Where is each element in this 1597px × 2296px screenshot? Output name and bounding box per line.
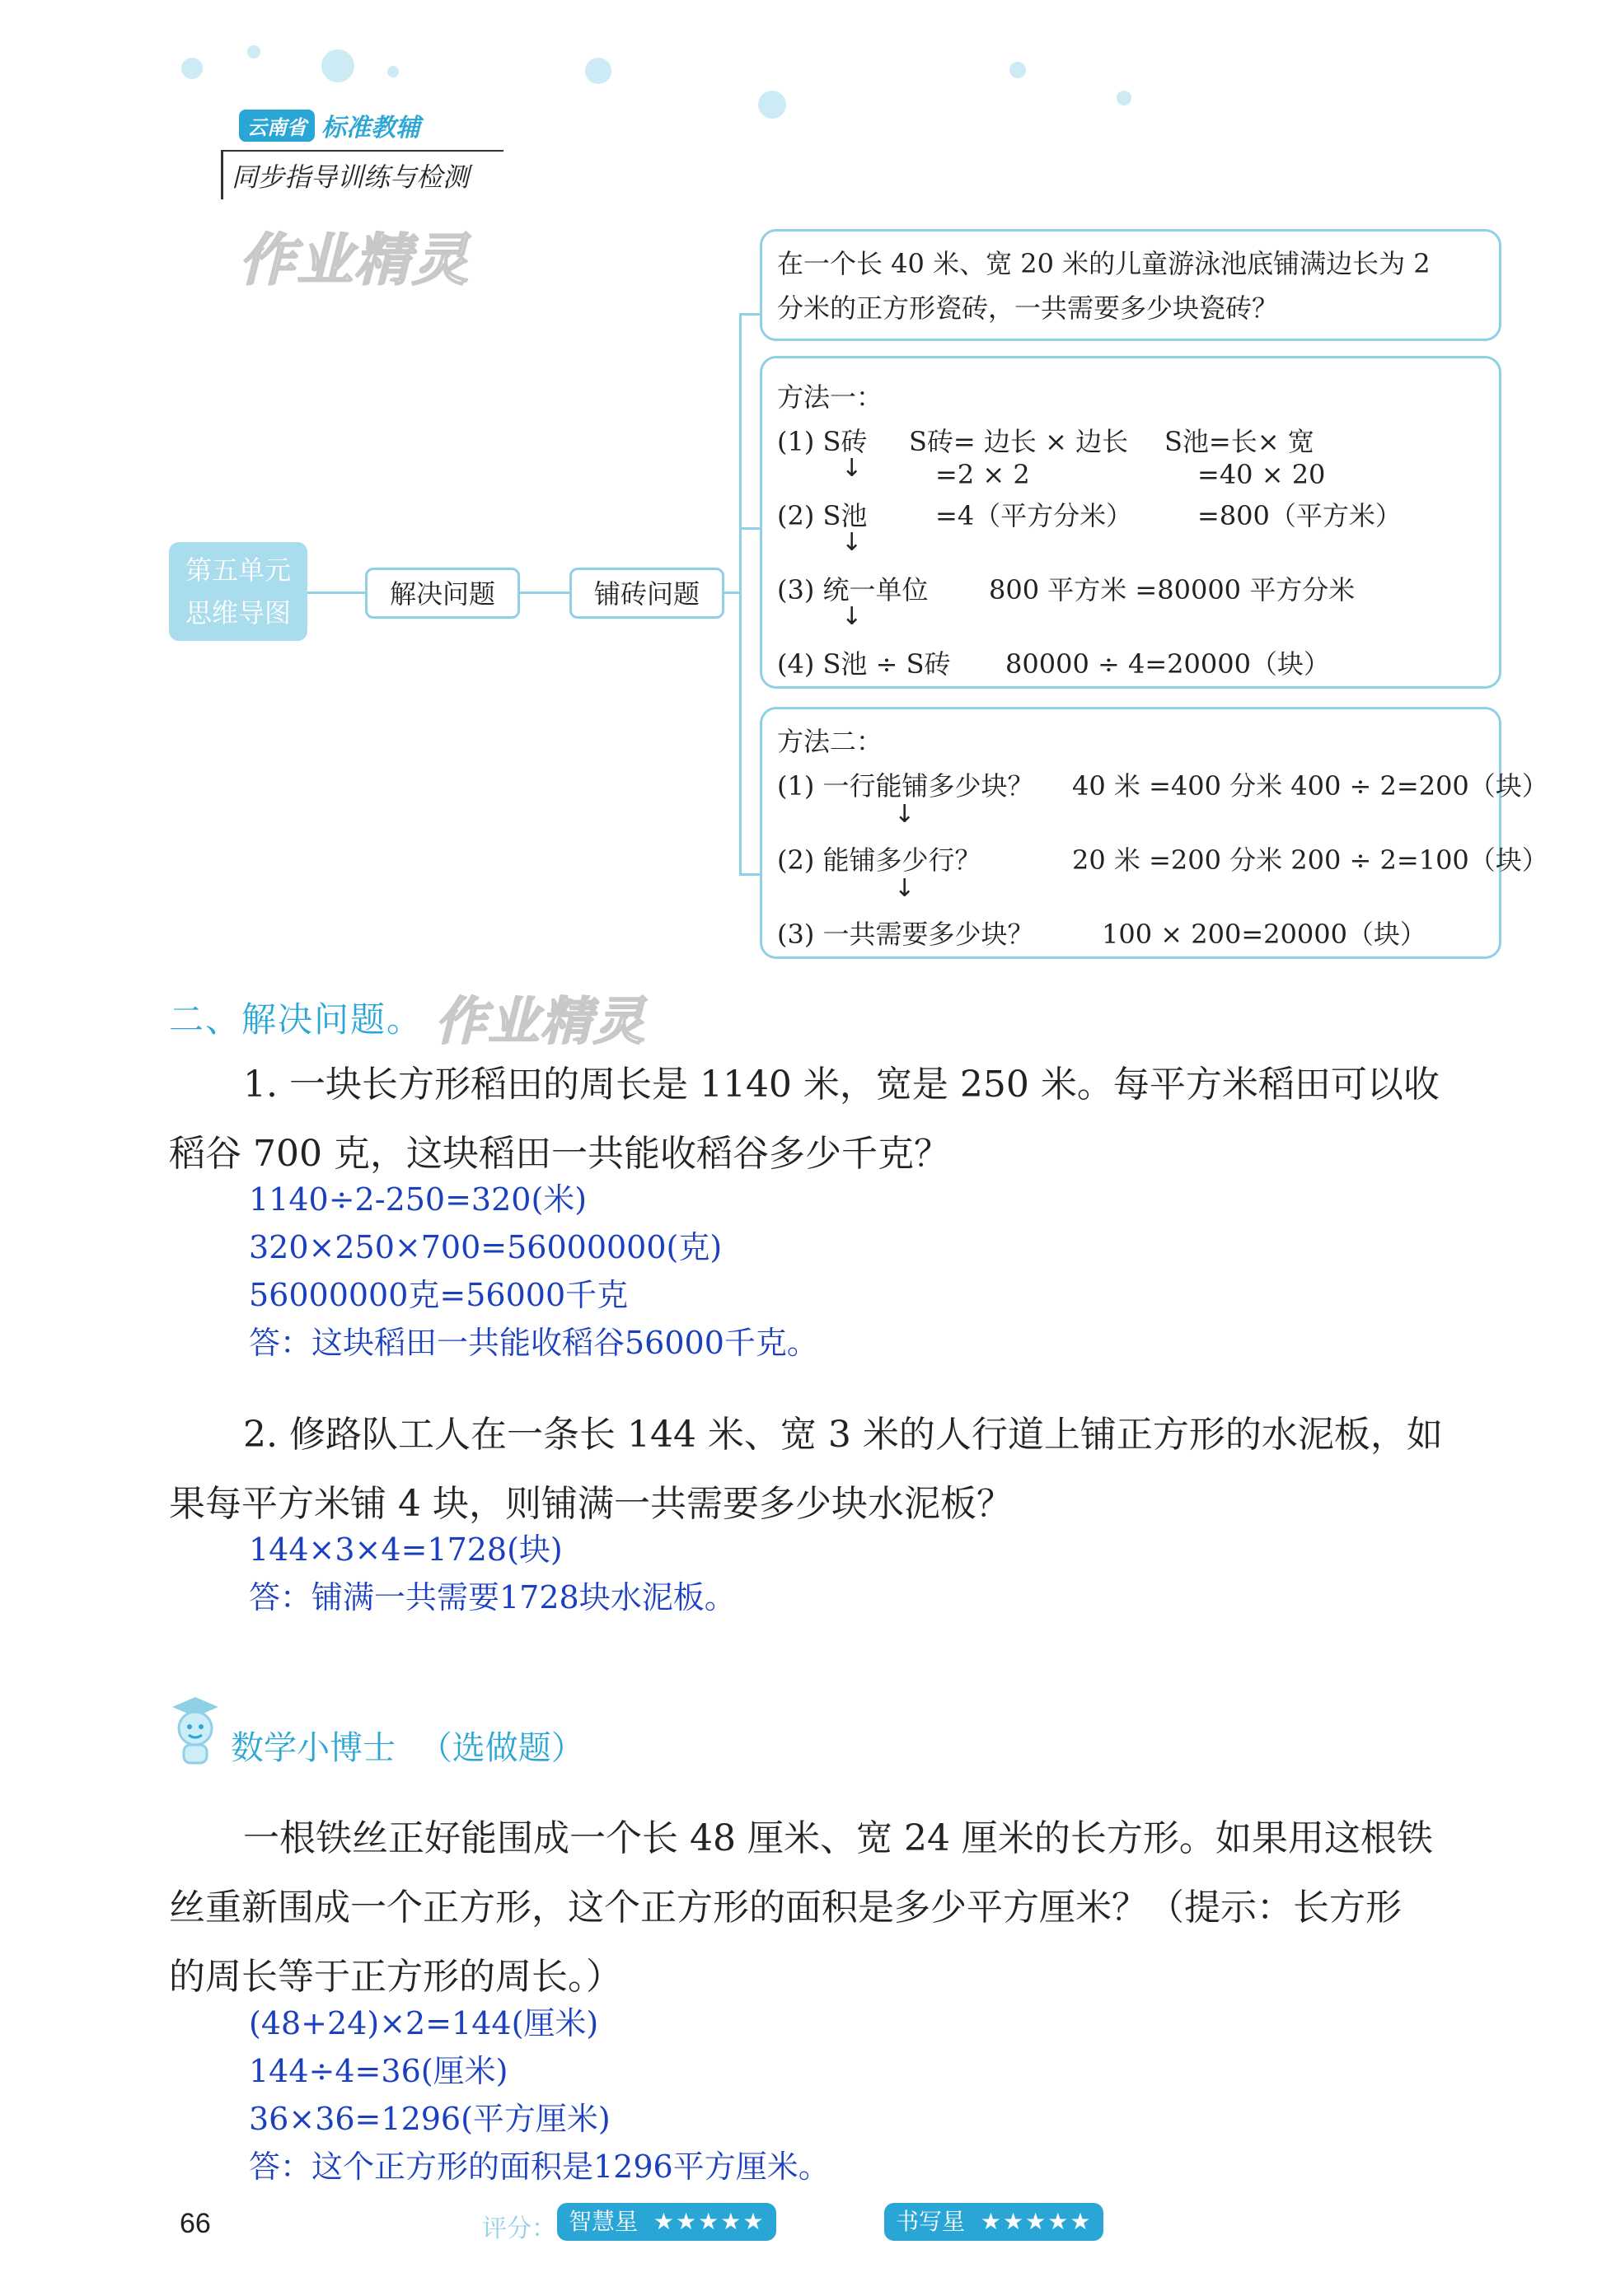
method2-step3: (3) 一共需要多少块？ <box>777 919 1034 950</box>
unit-label-line1: 第五单元 <box>185 554 291 586</box>
method1-tile-calc2: =4（平方分米） <box>935 500 1133 531</box>
answer-line: 144÷4=36(厘米) <box>249 2053 508 2089</box>
bonus-question <box>169 1804 1504 2012</box>
method1-step1: (1) S砖 <box>777 426 868 457</box>
score-label: 评分： <box>482 2214 556 2243</box>
answer-line: (48+24)×2=144(厘米) <box>249 2005 599 2041</box>
method1-step3-text: 800 平方米 =80000 平方分米 <box>989 574 1356 606</box>
question-1-line2: 稻谷 700 克，这块稻田一共能收稻谷多少千克？ <box>169 1133 950 1175</box>
method1-pool-formula: S池=长× 宽 <box>1164 426 1314 457</box>
decor-bubble <box>387 66 399 77</box>
method1-step4-text: 80000 ÷ 4=20000（块） <box>1005 648 1330 680</box>
unit-label <box>169 542 307 641</box>
watermark-top: 作业精灵 <box>239 228 471 293</box>
down-arrow-icon: ↓ <box>841 602 863 631</box>
connector <box>739 873 760 876</box>
doctor-mascot-icon <box>169 1695 222 1765</box>
method1-tile-formula: S砖= 边长 × 边长 <box>909 426 1129 457</box>
method1-step4: (4) S池 ÷ S砖 <box>777 648 951 680</box>
decor-bubble <box>181 58 203 79</box>
method1-step3: (3) 统一单位 <box>777 574 929 606</box>
connector <box>724 592 739 594</box>
wisdom-star-rating <box>557 2203 776 2241</box>
answer-line: 56000000克=56000千克 <box>249 1277 629 1313</box>
question-1-line1: 1. 一块长方形稻田的周长是 1140 米，宽是 250 米。每平方米稻田可以收 <box>243 1064 1440 1106</box>
question-1 <box>169 1050 1504 1189</box>
writing-label: 书写星 <box>896 2208 966 2235</box>
down-arrow-icon: ↓ <box>894 800 916 829</box>
bonus-subtitle: （选做题） <box>419 1729 584 1767</box>
connector <box>739 313 760 316</box>
bonus-title-text: 数学小博士 <box>231 1729 396 1767</box>
answer-line: 1140÷2-250=320(米) <box>249 1181 588 1218</box>
connector <box>307 592 365 594</box>
connector <box>739 313 742 875</box>
node-tiling-problem: 铺砖问题 <box>569 568 724 619</box>
decor-bubble <box>758 91 786 119</box>
question-2 <box>169 1401 1504 1539</box>
method2-title: 方法二： <box>777 726 883 757</box>
decor-bubble <box>247 45 260 58</box>
question-2-line2: 果每平方米铺 4 块，则铺满一共需要多少块水泥板？ <box>169 1483 1013 1525</box>
method2-step3-text: 100 × 200=20000（块） <box>1102 919 1426 950</box>
bonus-title <box>231 1722 584 1769</box>
down-arrow-icon: ↓ <box>841 454 863 483</box>
method1-step2: (2) S池 <box>777 500 868 531</box>
star-icon: ★★★★★ <box>653 2208 766 2235</box>
answer-line: 答：这块稻田一共能收稻谷56000千克。 <box>249 1325 818 1361</box>
bonus-line3: 的周长等于正方形的周长。） <box>169 1956 622 1998</box>
brand-name: 标准教辅 <box>321 114 420 143</box>
method1-panel <box>760 356 1501 689</box>
writing-star-rating <box>884 2203 1103 2241</box>
down-arrow-icon: ↓ <box>841 528 863 557</box>
wisdom-label: 智慧星 <box>569 2208 639 2235</box>
down-arrow-icon: ↓ <box>894 874 916 903</box>
method2-step2-text: 20 米 =200 分米 200 ÷ 2=100（块） <box>1072 844 1548 876</box>
answer-line: 答：这个正方形的面积是1296平方厘米。 <box>249 2149 830 2185</box>
method2-step2: (2) 能铺多少行？ <box>777 844 981 876</box>
problem-line2: 分米的正方形瓷砖，一共需要多少块瓷砖？ <box>777 292 1279 324</box>
star-icon: ★★★★★ <box>980 2208 1093 2235</box>
method2-step1-text: 40 米 =400 分米 400 ÷ 2=200（块） <box>1072 770 1548 802</box>
brand-subtitle: 同步指导训练与检测 <box>221 150 503 199</box>
method2-panel <box>760 707 1548 959</box>
problem-panel <box>760 229 1501 341</box>
answer-line: 320×250×700=56000000(克) <box>249 1229 723 1265</box>
answer-line: 答：铺满一共需要1728块水泥板。 <box>249 1579 736 1616</box>
method2-step1: (1) 一行能铺多少块？ <box>777 770 1034 802</box>
decor-bubble <box>321 49 354 82</box>
page-number: 66 <box>180 2208 211 2239</box>
connector <box>520 592 569 594</box>
question-2-line1: 2. 修路队工人在一条长 144 米、宽 3 米的人行道上铺正方形的水泥板，如 <box>243 1414 1443 1456</box>
method1-pool-calc2: =800（平方米） <box>1197 500 1402 531</box>
decor-bubble <box>1009 62 1026 78</box>
decor-bubble <box>585 58 611 84</box>
decor-bubble <box>1117 91 1131 105</box>
problem-line1: 在一个长 40 米、宽 20 米的儿童游泳池底铺满边长为 2 <box>777 248 1431 279</box>
brand-pill: 云南省 <box>239 110 315 142</box>
section-title: 二、解决问题。 <box>169 999 424 1040</box>
answer-line: 144×3×4=1728(块) <box>249 1531 563 1568</box>
bonus-line2: 丝重新围成一个正方形，这个正方形的面积是多少平方厘米？（提示：长方形 <box>169 1887 1402 1929</box>
method1-title: 方法一： <box>777 381 883 413</box>
method1-tile-calc1: =2 × 2 <box>935 459 1030 490</box>
method1-pool-calc1: =40 × 20 <box>1197 459 1326 490</box>
watermark-section: 作业精灵 <box>435 991 647 1051</box>
answer-line: 36×36=1296(平方厘米) <box>249 2101 611 2137</box>
node-solve-problem: 解决问题 <box>365 568 520 619</box>
brand-title <box>239 107 420 143</box>
unit-label-line2: 思维导图 <box>185 597 291 629</box>
connector <box>739 527 760 530</box>
bonus-line1: 一根铁丝正好能围成一个长 48 厘米、宽 24 厘米的长方形。如果用这根铁 <box>243 1817 1433 1859</box>
